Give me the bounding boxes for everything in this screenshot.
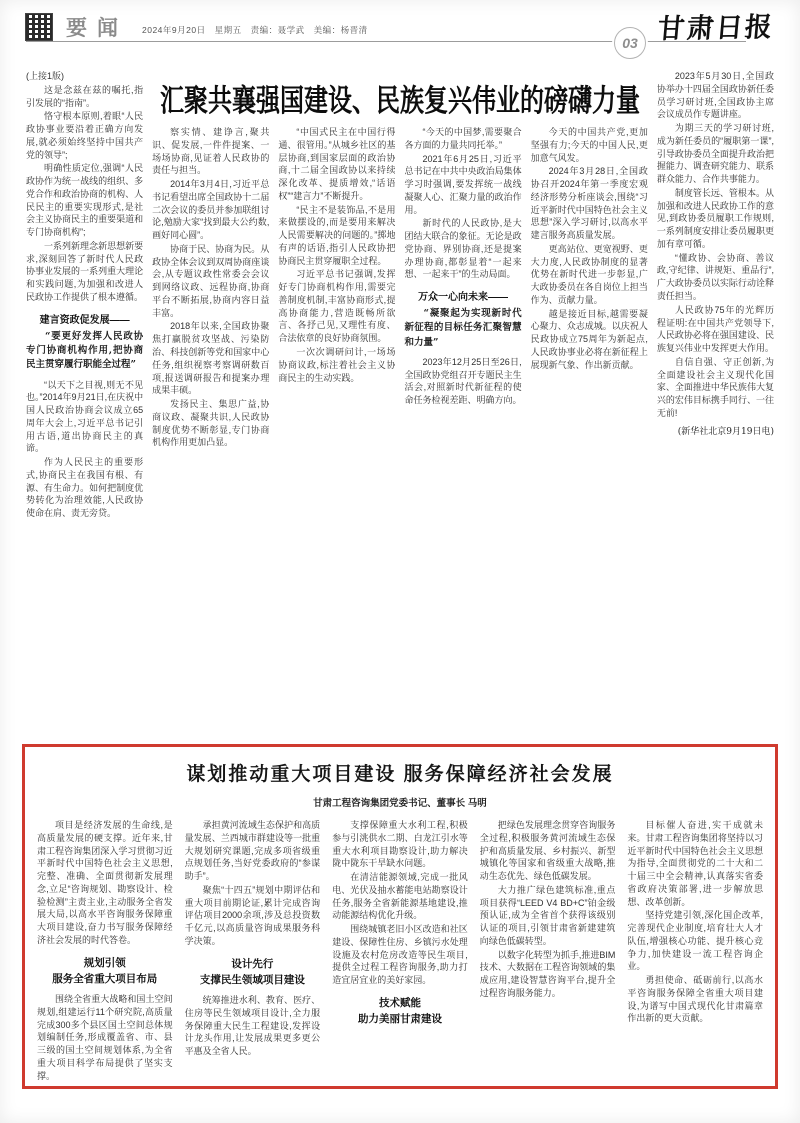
- body-paragraph: 一次次调研问计,一场场协商议政,标注着社会主义协商民主的生动实践。: [278, 347, 396, 383]
- feature-column-1: [37, 819, 173, 1107]
- feature-headline: 谋划推动重大项目建设 服务保障经济社会发展: [186, 764, 614, 785]
- column-subhead: 规划引领 服务全省重大项目布局: [52, 956, 158, 985]
- pull-quote: “凝聚起为实现新时代新征程的目标任务汇聚智慧和力量”: [404, 308, 522, 348]
- body-paragraph: 围绕全省重大战略和国土空间规划,组建运行11个研究院,高质量完成300多个县区国土空间总体规划编制任务,形成覆盖省、市、县三级的国土空间规划体系,为全省重大项目科学布局提供了坚实支撑。: [37, 994, 173, 1081]
- body-paragraph: 新时代的人民政协,是大团结大联合的象征。无论是政党协商、界别协商,还是提案办理协商,都彰显着“一起来想、一起来干”的生动局面。: [404, 218, 522, 280]
- body-paragraph: “以天下之目视,则无不见也。”2014年9月21日,在庆祝中国人民政治协商会议成立65周年大会上,习近平总书记引用古语,道出协商民主的真谛。: [26, 379, 144, 454]
- body-paragraph: 以数字化转型为抓手,推进BIM技术、大数据在工程咨询领域的集成应用,建设智慧咨询平台,提升全过程咨询服务能力。: [479, 949, 616, 998]
- main-article-column-6: [657, 70, 774, 734]
- body-paragraph: 明确性质定位,强调“人民政协作为统一战线的组织、多党合作和政治协商的机构、人民民主的重要实现形式,是社会主义协商民主的重要渠道和专门协商机构”;: [26, 163, 144, 238]
- feature-column-5: [627, 819, 763, 1107]
- body-paragraph: 协商于民、协商为民。从政协全体会议到双周协商座谈会,从专题议政性常委会会议到网络议政、远程协商,协商平台不断拓展,协商内容日益丰富。: [152, 243, 270, 318]
- page-header: [26, 0, 774, 64]
- pull-quote: “要更好发挥人民政协专门协商机构作用,把协商民主贯穿履行职能全过程”: [26, 330, 144, 371]
- body-paragraph: 今天的中国共产党,更加坚强有力;今天的中国人民,更加意气风发。: [530, 127, 648, 163]
- column-subhead: 设计先行 支撑民生领域项目建设: [199, 957, 305, 986]
- wire-credit: (新华社北京9月19日电): [677, 426, 774, 437]
- body-paragraph: 自信自强、守正创新,为全面建设社会主义现代化国家、全面推进中华民族伟大复兴的宏伟目标携手同行、一往无前!: [656, 356, 774, 418]
- body-paragraph: (上接1版): [26, 71, 64, 81]
- page-number-badge: 03: [614, 27, 646, 59]
- body-paragraph: 2018年以来,全国政协聚焦打赢脱贫攻坚战、污染防治、科技创新等党和国家中心任务,组织视察考察调研数百项,报送调研报告和提案办理成果丰硕。: [152, 321, 270, 396]
- body-paragraph: 2023年5月30日,全国政协举办十四届全国政协新任委员学习研讨班,全国政协主席会议成员作专题讲座。: [656, 71, 774, 120]
- body-paragraph: 承担黄河流域生态保护和高质量发展、兰西城市群建设等一批重大规划研究课题,完成多项省级重点规划任务,当好党委政府的“参谋助手”。: [184, 820, 321, 882]
- body-paragraph: 支撑保障重大水利工程,积极参与引洮供水二期、白龙江引水等重大水利项目勘察设计,助力解决陇中陇东干旱缺水问题。: [332, 820, 468, 869]
- body-paragraph: 大力推广绿色建筑标准,重点项目获得“LEED V4 BD+C”铂金级预认证,成为全省首个获得该级别认证的项目,引领甘肃省新建建筑向绿色低碳转型。: [479, 884, 616, 946]
- body-paragraph: 2021年6月25日,习近平总书记在中共中央政治局集体学习时强调,要发挥统一战线凝聚人心、汇聚力量的政治作用。: [404, 153, 522, 215]
- feature-column-4: [480, 819, 616, 1107]
- main-article-headline: 汇聚共襄强国建设、民族复兴伟业的磅礴力量: [159, 84, 640, 119]
- body-paragraph: 察实情、建诤言,聚共识、促发展,一件件提案、一场场协商,见证着人民政协的责任与担当。: [152, 127, 270, 176]
- main-article-column-2: [152, 126, 269, 734]
- body-paragraph: “懂政协、会协商、善议政,守纪律、讲规矩、重品行”,广大政协委员以实际行动诠释责任担当。: [656, 252, 774, 302]
- body-paragraph: 越是接近目标,越需要凝心聚力、众志成城。以庆祝人民政协成立75周年为新起点,人民政协事业必将在新征程上展现新气象、作出新贡献。: [530, 308, 648, 370]
- body-paragraph: 这是念兹在兹的嘱托,指引发展的“指南”。: [26, 84, 144, 108]
- body-paragraph: 把绿色发展理念贯穿咨询服务全过程,积极服务黄河流域生态保护和高质量发展、乡村振兴、新型城镇化等国家和省级重大战略,推动生态优先、绿色低碳发展。: [479, 820, 616, 882]
- body-paragraph: 2014年3月4日,习近平总书记看望出席全国政协十二届二次会议的委员并参加联组讨论,勉励大家“找到最大公约数,画好同心圆”。: [152, 179, 270, 241]
- feature-column-3: [332, 819, 468, 1107]
- main-article-column-4: [404, 126, 521, 734]
- body-paragraph: 勇担使命、砥砺前行,以高水平咨询服务保障全省重大项目建设,为谱写中国式现代化甘肃篇章作出新的更大贡献。: [627, 975, 763, 1024]
- qr-code-icon: [26, 14, 52, 40]
- body-paragraph: 更高站位、更宽视野、更大力度,人民政协制度的显著优势在新时代进一步彰显,广大政协委员在各自岗位上担当作为、贡献力量。: [530, 243, 648, 305]
- body-paragraph: 作为人民民主的重要形式,协商民主在我国有根、有源、有生命力。如何把制度优势转化为治理效能,人民政协使命在肩、责无旁贷。: [26, 457, 144, 519]
- body-paragraph: “中国式民主在中国行得通、很管用。”从城乡社区的基层协商,到国家层面的政治协商,十二届全国政协以来持续深化改革、提质增效,“话语权”“建言力”不断提升。: [278, 127, 396, 201]
- body-paragraph: 围绕城镇老旧小区改造和社区建设、保障性住房、乡镇污水处理设施及农村危房改造等民生项目,提供全过程工程咨询服务,助力打造宜居宜业的美好家园。: [332, 924, 468, 986]
- body-paragraph: 人民政协75年的光辉历程证明:在中国共产党领导下,人民政协必将在强国建设、民族复兴伟业中发挥更大作用。: [656, 304, 774, 354]
- inline-subhead: 万众一心向未来——: [418, 292, 509, 304]
- body-paragraph: “今天的中国梦,需要聚合各方面的力量共同托举。”: [404, 127, 522, 150]
- body-paragraph: 在清洁能源领域,完成一批风电、光伏及抽水蓄能电站勘察设计任务,服务全省新能源基地建设,推动能源结构优化升级。: [332, 872, 468, 921]
- body-paragraph: 为期三天的学习研讨班,成为新任委员的“履职第一课”,引导政协委员全面提升政治把握能力、调查研究能力、联系群众能力、合作共事能力。: [656, 123, 774, 185]
- body-paragraph: “民主不是装饰品,不是用来做摆设的,而是要用来解决人民需要解决的问题的。”掷地有声的话语,指引人民政协把协商民主贯穿履职全过程。: [278, 204, 396, 266]
- feature-article-box: [22, 744, 778, 1089]
- main-article-column-3: [278, 126, 395, 734]
- feature-byline: 甘肃工程咨询集团党委书记、董事长 马明: [313, 798, 487, 809]
- body-paragraph: 制度管长远、管根本。从加强和改进人民政协工作的意见,到政协委员履职工作规则,一系列制度安排让委员履职更加有章可循。: [656, 187, 774, 249]
- body-paragraph: 项目是经济发展的生命线,是高质量发展的硬支撑。近年来,甘肃工程咨询集团深入学习贯彻习近平新时代中国特色社会主义思想,完整、准确、全面贯彻新发展理念,立足“咨询规划、勘察设计、检验检测”主责主业,主动服务全省发展大局,以高水平咨询服务保障重大项目建设,奋力书写服务保障经济社会发展的时代答卷。: [37, 820, 173, 945]
- body-paragraph: 聚焦“十四五”规划中期评估和重大项目前期论证,累计完成咨询评估项目2000余项,涉及总投资数千亿元,以高质量咨询成果服务科学决策。: [184, 884, 321, 946]
- body-paragraph: 2023年12月25日至26日,全国政协党组召开专题民主生活会,对照新时代新征程的使命任务检视差距、明确方向。: [404, 356, 522, 406]
- body-paragraph: 一系列新理念新思想新要求,深刻回答了新时代人民政协事业发展的一系列重大理论和实践问题,为加强和改进人民政协工作提供了根本遵循。: [26, 240, 144, 303]
- body-paragraph: 恪守根本原则,着眼“人民政协事业要沿着正确方向发展,就必须始终坚持中国共产党的领导”;: [26, 111, 144, 160]
- body-paragraph: 统筹推进水利、教育、医疗、住房等民生领域项目设计,全力服务保障重大民生工程建设,发挥设计龙头作用,让发展成果更多更公平惠及全省人民。: [184, 995, 321, 1057]
- main-article-column-1: [26, 70, 143, 734]
- body-paragraph: 目标催人奋进,实干成就未来。甘肃工程咨询集团将坚持以习近平新时代中国特色社会主义思想为指导,全面贯彻党的二十大和二十届三中全会精神,认真落实省委省政府决策部署,进一步解放思想、改革创新。: [627, 820, 763, 907]
- feature-column-2: [185, 819, 321, 1107]
- body-paragraph: 2024年3月28日,全国政协召开2024年第一季度宏观经济形势分析座谈会,围绕“习近平新时代中国特色社会主义思想”深入学习研讨,以高水平建言服务高质量发展。: [530, 166, 648, 241]
- body-paragraph: 坚持党建引领,深化国企改革,完善现代企业制度,培育壮大人才队伍,增强核心功能、提升核心竞争力,加快建设一流工程咨询企业。: [627, 910, 763, 972]
- section-title: 要闻: [66, 17, 128, 40]
- column-subhead: 技术赋能 助力美丽甘肃建设: [357, 996, 442, 1026]
- main-article-column-5: [531, 126, 648, 734]
- main-article: [26, 70, 774, 734]
- body-paragraph: 发扬民主、集思广益,协商议政、凝聚共识,人民政协制度优势不断彰显,专门协商机构作用更加凸显。: [152, 399, 270, 448]
- newspaper-masthead: 甘肃日报: [656, 11, 776, 46]
- dateline: 2024年9月20日 星期五 责编：聂学武 美编：杨晋清: [142, 25, 368, 35]
- body-paragraph: 习近平总书记强调,发挥好专门协商机构作用,需要完善制度机制,丰富协商形式,提高协商能力,营造既畅所欲言、各抒己见,又理性有度、合法依章的良好协商氛围。: [278, 269, 396, 344]
- inline-subhead: 建言资政促发展——: [39, 314, 130, 326]
